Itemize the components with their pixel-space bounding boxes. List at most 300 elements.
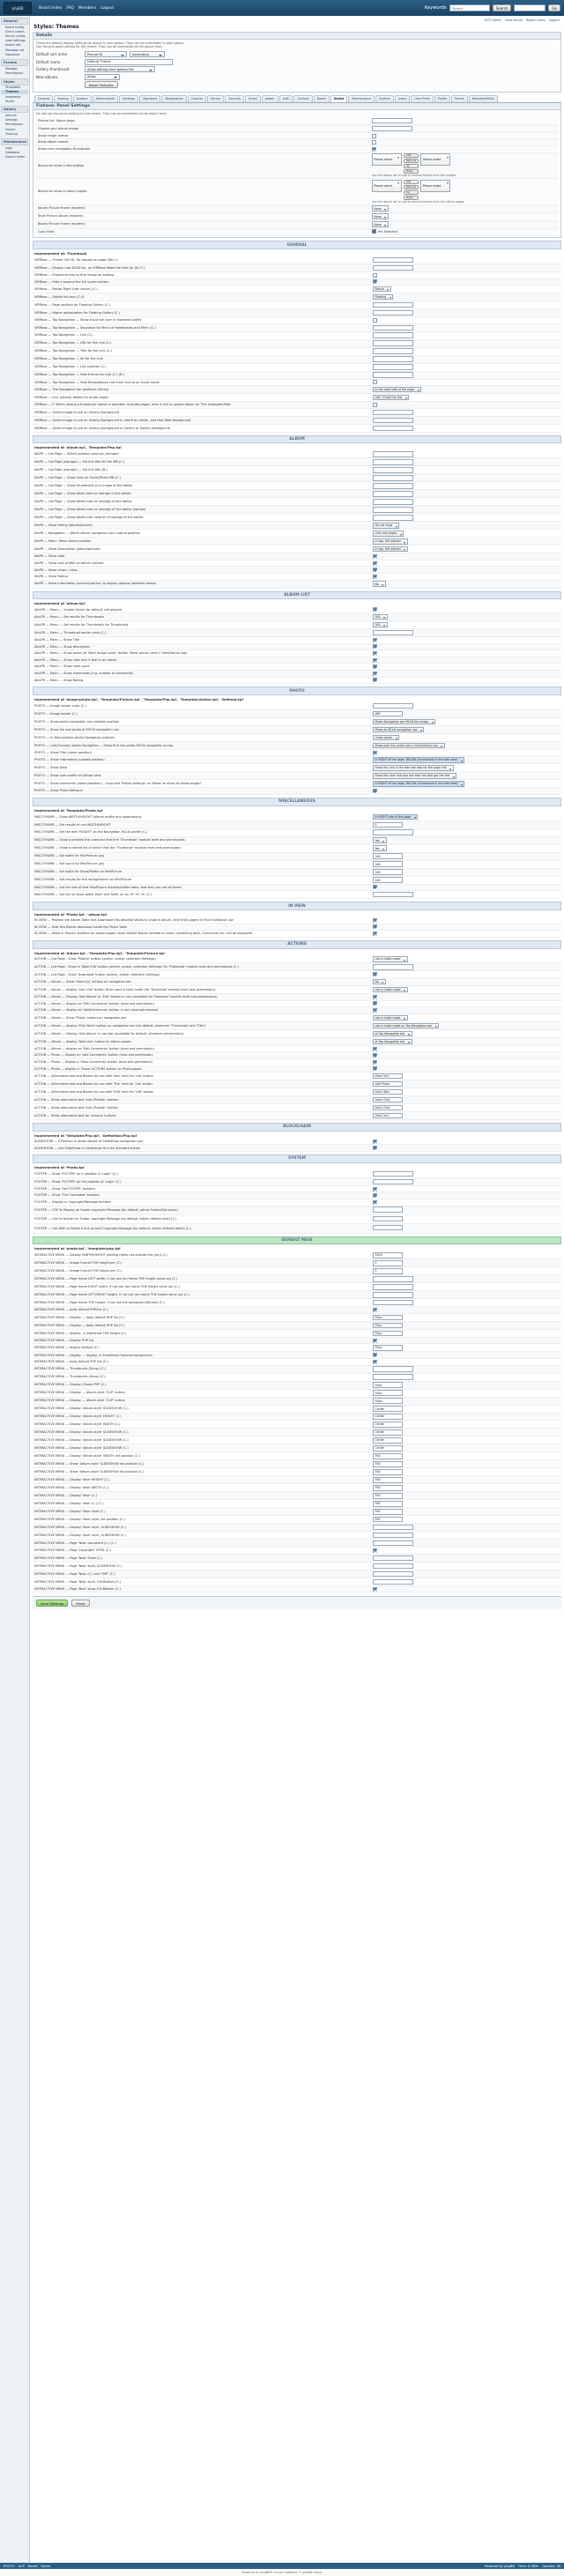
option-checkbox[interactable]: [373, 924, 377, 929]
option-select[interactable]: Show this user link also see also link that get the link: [373, 773, 456, 778]
sidebar-item-client-comm[interactable]: Client comm.: [5, 29, 26, 33]
option-input[interactable]: [373, 325, 413, 330]
tab-users[interactable]: Users: [395, 95, 411, 102]
option-row: [33, 621, 561, 629]
option-select[interactable]: at Top Navigation bar: [373, 1039, 412, 1044]
option-text-input[interactable]: Center: [373, 1406, 403, 1411]
option-select[interactable]: Photo Navigation per MCLN file image: [373, 719, 435, 724]
option-select[interactable]: In top, left aligned: [373, 538, 408, 544]
option-checkbox[interactable]: [373, 644, 377, 649]
option-select[interactable]: No: [373, 581, 386, 586]
option-checkbox[interactable]: [373, 932, 377, 936]
option-row: [33, 891, 561, 899]
option-input[interactable]: [372, 126, 412, 131]
option-label: FOOTER — Link to builder on Footer copyright Message (by default, admin defined text) (C.): [33, 1214, 371, 1223]
tab-board[interactable]: Board: [314, 95, 330, 102]
option-input[interactable]: [373, 1300, 413, 1305]
section-options-table: [33, 450, 561, 588]
option-checkbox[interactable]: [373, 1047, 377, 1051]
option-checkbox[interactable]: [373, 651, 377, 656]
option-row: [33, 741, 561, 749]
option-select[interactable]: Use in table mode: [373, 956, 408, 961]
option-text-input[interactable]: [373, 1216, 403, 1221]
sidebar-item-server-config[interactable]: Server config: [5, 33, 26, 38]
option-select[interactable]: No: [373, 979, 386, 984]
tab-posting[interactable]: Posting: [54, 95, 71, 102]
option-select[interactable]: In RIGHT of the page, BELOW (thumbnails in the side area): [373, 781, 464, 786]
option-checkbox[interactable]: [373, 1008, 377, 1013]
option-control: [371, 986, 561, 994]
search-input[interactable]: [449, 4, 490, 11]
option-input[interactable]: [373, 426, 413, 431]
option-input[interactable]: [373, 475, 413, 480]
option-text-input[interactable]: Center: [373, 1437, 403, 1443]
option-control: [371, 1206, 561, 1214]
option-label: Style Picture Album (modern): [36, 212, 370, 220]
option-checkbox[interactable]: [373, 1053, 377, 1058]
option-input[interactable]: [373, 1276, 413, 1281]
option-text-input[interactable]: 500: [373, 1485, 403, 1490]
option-text-input[interactable]: 50px: [373, 1345, 403, 1350]
selected-blocks-select[interactable]: Please select: [420, 153, 450, 166]
tab-jabber[interactable]: Jabber: [262, 95, 278, 102]
settings-sections: [33, 241, 561, 1592]
option-control: [371, 567, 561, 574]
sidebar-item-gallery-cleanup[interactable]: Cleanup: [5, 131, 18, 136]
tab-maintenance[interactable]: Maintenance: [348, 95, 375, 102]
option-input[interactable]: [373, 451, 413, 457]
option-checkbox[interactable]: [373, 658, 377, 663]
sidebar-item-db-backup[interactable]: Database: [5, 151, 20, 155]
option-row: [33, 650, 561, 657]
block-add-button[interactable]: Add: [404, 153, 419, 158]
option-control: [371, 278, 561, 286]
option-label: AlbLPR — Menu — Show commands (e.g. number of comments): [33, 670, 371, 677]
option-label: AlbLPR — Menu — Show some (of 'More image cover' button 'More' album cover') (detailed on top): [33, 650, 371, 657]
top-menu-item-2[interactable]: Members: [78, 5, 97, 11]
sidebar-item-search-index[interactable]: Search index: [5, 155, 26, 160]
option-control: [371, 498, 561, 506]
option-checkbox[interactable]: [373, 1193, 377, 1198]
tab-security[interactable]: Security: [225, 95, 244, 102]
option-label: INTERACTIVE MENU — Page frame RIGHT width, if not use (on frame THE height value up) (C.): [33, 1283, 371, 1291]
tab-server[interactable]: Server: [207, 95, 224, 102]
option-checkbox[interactable]: [373, 1360, 377, 1364]
option-input[interactable]: [373, 1563, 413, 1569]
selected-blocks-select[interactable]: Please select: [420, 180, 450, 192]
option-input[interactable]: [373, 1179, 413, 1184]
tab-signature[interactable]: Signature: [139, 95, 160, 102]
option-checkbox[interactable]: [373, 575, 377, 579]
option-text-input[interactable]: 50px: [373, 1331, 403, 1336]
option-row: [33, 278, 561, 286]
option-input[interactable]: [373, 356, 413, 361]
option-text-input[interactable]: 50px: [373, 1398, 403, 1403]
option-label: INTERACTIVE MENU — Display 'Album-style' WIDTH (C.): [33, 1421, 371, 1429]
option-checkbox[interactable]: [373, 279, 377, 284]
option-control: [371, 490, 561, 498]
option-text-input[interactable]: [373, 1206, 403, 1212]
tab-perms[interactable]: Perms: [451, 95, 467, 102]
sidebar-item-templates[interactable]: Templates: [5, 85, 21, 90]
sidebar-item-board-settings[interactable]: Board config: [5, 25, 25, 29]
option-input[interactable]: [373, 892, 413, 897]
color-swatch[interactable]: [372, 229, 376, 234]
option-input[interactable]: [373, 491, 413, 496]
option-select[interactable]: Floating: [373, 294, 393, 300]
option-text-input[interactable]: 500: [373, 1477, 403, 1482]
gallery-thumbnails-select[interactable]: Allow editing from gallery file: [85, 66, 155, 72]
option-text-input[interactable]: Add a Cart: [373, 1097, 403, 1102]
option-row: [33, 772, 561, 780]
option-checkbox[interactable]: [373, 664, 377, 669]
option-input[interactable]: [373, 1571, 413, 1577]
block-up-button[interactable]: Up: [404, 190, 419, 195]
option-select[interactable]: In RIGHT side of the page: [373, 814, 418, 820]
details-intro-1: These are default display settings for above in your gallery. They can be overridden in each album.: [36, 41, 185, 45]
option-text-input[interactable]: 500: [373, 1509, 403, 1514]
option-text-input[interactable]: 500: [373, 1493, 403, 1498]
sidebar-item-styles[interactable]: Styles: [5, 99, 15, 103]
option-checkbox[interactable]: [373, 403, 377, 407]
option-input[interactable]: [373, 418, 413, 423]
block-down-button[interactable]: Down: [404, 196, 419, 200]
option-checkbox[interactable]: [373, 918, 377, 923]
option-checkbox[interactable]: [373, 1353, 377, 1357]
option-input[interactable]: [373, 257, 413, 263]
tab-cookies[interactable]: Cookies: [188, 95, 206, 102]
option-control: [371, 394, 561, 402]
option-input[interactable]: [373, 410, 413, 415]
option-checkbox[interactable]: [373, 273, 377, 278]
option-label: INTERACTIVE MENU — Display 'Album-style' HEIGHT (C.): [33, 1413, 371, 1421]
block-add-button[interactable]: Add: [404, 180, 419, 184]
option-select[interactable]: None: [372, 213, 389, 219]
option-checkbox[interactable]: [373, 1587, 377, 1592]
option-label: AlbPR — List Page (storage) — Set link title (B.): [33, 466, 371, 474]
new-albums-select[interactable]: Allow: [85, 74, 120, 80]
option-input[interactable]: [373, 1555, 413, 1561]
top-menu-item-0[interactable]: Board index: [39, 5, 63, 11]
option-select[interactable]: Use in table mode on Top Navigation bar: [373, 1023, 439, 1028]
option-text-input[interactable]: Add a Cart: [373, 1105, 403, 1110]
option-row: [33, 347, 561, 355]
tab-modules-mods[interactable]: Modules/MODs: [469, 95, 498, 102]
option-select[interactable]: None: [372, 221, 389, 226]
option-text-input[interactable]: 160: [373, 869, 403, 874]
top-menu-item-1[interactable]: FAQ: [66, 5, 74, 11]
option-input[interactable]: [373, 372, 413, 377]
option-control: [371, 1088, 561, 1096]
option-control: [371, 1337, 561, 1344]
option-input[interactable]: [373, 1533, 413, 1538]
tab-email[interactable]: Email: [245, 95, 260, 102]
option-select[interactable]: Use in table mode: [373, 987, 408, 992]
option-input[interactable]: [373, 265, 413, 271]
tab-attachments[interactable]: Attachments: [93, 95, 119, 102]
option-checkbox[interactable]: [372, 147, 376, 152]
block-remove-button[interactable]: Remove: [404, 159, 419, 163]
option-checkbox[interactable]: [373, 1187, 377, 1191]
sidebar-item-gallery-perms[interactable]: Permissions: [5, 122, 24, 127]
option-checkbox[interactable]: [373, 751, 377, 755]
option-control: [371, 1476, 561, 1484]
option-text-input[interactable]: 500: [373, 1517, 403, 1522]
option-input[interactable]: [373, 703, 413, 709]
tab-settings[interactable]: Settings: [119, 95, 138, 102]
option-input[interactable]: [373, 483, 413, 488]
option-select[interactable]: Yes: [373, 845, 387, 850]
tab-general[interactable]: General: [34, 95, 53, 102]
option-text-input[interactable]: 50px: [373, 1323, 403, 1328]
option-checkbox[interactable]: [373, 972, 377, 976]
sidebar-item-forum-perms[interactable]: Permissions: [5, 71, 24, 76]
option-label: INTERACTIVE MENU — Display PHP list: [33, 1337, 371, 1344]
option-row: [33, 339, 561, 347]
option-select[interactable]: In top, left aligned: [373, 546, 408, 552]
option-text-input[interactable]: 500: [373, 1453, 403, 1459]
option-checkbox[interactable]: [373, 1001, 377, 1006]
option-input[interactable]: [373, 1540, 413, 1546]
option-checkbox[interactable]: [373, 789, 377, 793]
option-row: [33, 813, 561, 820]
option-input[interactable]: [373, 1579, 413, 1585]
details-row-sort-order: [36, 51, 558, 57]
option-text-input[interactable]: View Cart: [373, 1073, 403, 1079]
option-text-input[interactable]: 160: [373, 877, 403, 882]
option-text-input[interactable]: 500: [373, 1461, 403, 1466]
option-checkbox[interactable]: [373, 1308, 377, 1312]
sidebar-item-gallery-settings[interactable]: Settings: [5, 118, 18, 122]
option-control: [371, 820, 561, 828]
tab-profile[interactable]: Profile: [434, 95, 451, 102]
option-checkbox[interactable]: [373, 1066, 377, 1071]
tab-styles[interactable]: Styles: [330, 95, 348, 102]
option-text-input[interactable]: 50px: [373, 1382, 403, 1387]
option-checkbox[interactable]: [372, 140, 376, 145]
tab-registration[interactable]: Registration: [161, 95, 186, 102]
option-text-input[interactable]: 160: [373, 861, 403, 866]
option-select[interactable]: Resize: [373, 286, 391, 292]
option-label: INTERACTIVE MENU — display, is SlideShow THE height (C.): [33, 1329, 371, 1337]
option-input[interactable]: [373, 829, 413, 835]
option-checkbox[interactable]: [373, 1200, 377, 1205]
sidebar-item-imagesets[interactable]: Imagesets: [5, 94, 21, 99]
help-link-2[interactable]: Board index: [526, 19, 545, 22]
option-text-input[interactable]: Add a Nav: [373, 1089, 403, 1095]
option-text-input[interactable]: #fff: [373, 711, 403, 716]
help-link-3[interactable]: Logout: [548, 19, 560, 22]
option-text-input[interactable]: 160: [373, 853, 403, 858]
option-select[interactable]: Show this link in the side see also for the page link: [373, 765, 454, 770]
option-text-input[interactable]: 50px: [373, 1390, 403, 1395]
option-checkbox[interactable]: [372, 134, 376, 138]
option-select[interactable]: 300: [373, 622, 388, 627]
sidebar-item-themes[interactable]: Themes: [1, 90, 28, 94]
reset-button[interactable]: Reset: [71, 1600, 90, 1607]
search-button[interactable]: Search: [493, 4, 512, 11]
available-blocks-select[interactable]: Please select: [372, 180, 402, 192]
option-select[interactable]: In RIGHT of the page, BELOW (thumbnails in the side area): [373, 757, 464, 762]
option-checkbox[interactable]: [373, 995, 377, 999]
option-control: [371, 1585, 561, 1592]
option-checkbox[interactable]: [373, 1146, 377, 1150]
option-input[interactable]: [373, 340, 413, 345]
sidebar-item-avatar-settings[interactable]: Avatar set.: [5, 43, 22, 48]
option-label: INTERACTIVE MENU — Page frame LEFT/RIGHT height, if not use (on frame THE height value up) (C.): [33, 1291, 371, 1299]
available-blocks-select[interactable]: Please select: [372, 153, 402, 166]
sidebar-item-gallery-import[interactable]: Import: [5, 127, 16, 131]
tab-avatars[interactable]: Avatars: [73, 95, 92, 102]
option-checkbox[interactable]: [373, 1060, 377, 1065]
option-select[interactable]: In the right side of the page: [373, 387, 421, 392]
status-item-2[interactable]: Styles: [41, 2564, 51, 2568]
option-text-input[interactable]: 1400: [373, 1252, 403, 1258]
save-settings-button[interactable]: Save Settings: [36, 1600, 68, 1607]
sidebar-item-message-settings[interactable]: Message set.: [5, 48, 26, 52]
option-checkbox[interactable]: [373, 672, 377, 676]
help-link-0[interactable]: ACP Home: [484, 19, 501, 22]
option-input[interactable]: [372, 118, 412, 123]
option-input[interactable]: [373, 964, 413, 969]
option-select[interactable]: Show over this under see a link(Overlay) top: [373, 743, 445, 748]
go-button[interactable]: Go: [548, 4, 560, 11]
option-input[interactable]: [373, 459, 413, 464]
option-select[interactable]: Left / Email the link: [373, 395, 409, 400]
option-text-input[interactable]: Center: [373, 1422, 403, 1427]
option-label: VIRRbox — Display how DIVID for, on VIRRbox Make the limit for (B.17.): [33, 264, 371, 272]
option-checkbox[interactable]: [373, 318, 377, 323]
secondary-search-input[interactable]: [514, 4, 545, 11]
option-label: ACTION — List Page - Show 'Download' button (admin, and/or collection Settings): [33, 971, 371, 978]
option-control: [371, 1405, 561, 1413]
option-label: MISC/THUMB — Set results of use WIDTH/HEIGHT: [33, 820, 371, 828]
option-select[interactable]: Lists and pages: [373, 531, 404, 536]
option-checkbox[interactable]: [373, 678, 377, 682]
sidebar-item-load-settings[interactable]: Load settings: [5, 39, 26, 43]
tab-contact[interactable]: Contact: [293, 95, 312, 102]
option-input[interactable]: [373, 1284, 413, 1289]
page-title: Styles: Themes: [33, 24, 79, 30]
help-link-1[interactable]: View forum: [504, 19, 523, 22]
option-text-input[interactable]: 500: [373, 1501, 403, 1506]
option-control: [371, 725, 561, 733]
option-input[interactable]: [373, 1525, 413, 1530]
option-input[interactable]: [373, 1366, 413, 1371]
option-control: [371, 371, 561, 379]
option-control: [371, 764, 561, 772]
option-input[interactable]: [373, 1374, 413, 1379]
sidebar-item-logs[interactable]: Logs: [5, 145, 12, 150]
option-row: [33, 1365, 561, 1373]
option-control: [371, 301, 561, 309]
option-row: [33, 828, 561, 836]
tab-auth[interactable]: Auth: [279, 95, 293, 102]
option-control: [371, 643, 561, 650]
option-select[interactable]: Use in table mode: [373, 1015, 408, 1021]
option-checkbox[interactable]: [373, 554, 377, 559]
option-select[interactable]: Photo at MCLN navigation use: [373, 727, 424, 732]
option-input[interactable]: [373, 302, 413, 308]
option-text-input[interactable]: Center: [373, 1429, 403, 1435]
sidebar-item-manage-forums[interactable]: Manage: [5, 66, 18, 71]
option-input[interactable]: [373, 310, 413, 316]
option-checkbox[interactable]: [373, 885, 377, 889]
option-input[interactable]: [373, 1171, 413, 1177]
option-row: [36, 228, 558, 235]
option-label: FOOTER — Display in Copyright/Message builders: [33, 1199, 371, 1206]
option-select[interactable]: 300: [373, 614, 388, 620]
option-select[interactable]: Under photo: [373, 735, 399, 740]
option-input[interactable]: [373, 332, 413, 338]
sort-direction-select[interactable]: Ascending: [130, 51, 165, 57]
block-remove-button[interactable]: Remove: [404, 185, 419, 189]
option-row: [33, 1045, 561, 1052]
option-checkbox[interactable]: [373, 568, 377, 572]
status-item-1[interactable]: Board: [27, 2564, 38, 2568]
option-select[interactable]: Do not show: [373, 523, 399, 528]
option-select[interactable]: at Top Navigation bar: [373, 1031, 412, 1036]
option-control: [370, 228, 558, 235]
option-checkbox[interactable]: [373, 1548, 377, 1553]
option-checkbox[interactable]: [373, 638, 377, 642]
option-select[interactable]: None: [372, 205, 389, 211]
option-checkbox[interactable]: [373, 1140, 377, 1144]
reset-defaults-button[interactable]: Reset Defaults: [85, 81, 118, 88]
option-input[interactable]: [373, 348, 413, 353]
sidebar-item-signature[interactable]: Signature: [5, 52, 20, 56]
option-text-input[interactable]: 50px: [373, 1315, 403, 1320]
option-text-input[interactable]: 500: [373, 1469, 403, 1474]
option-text-input[interactable]: Center: [373, 1445, 403, 1451]
option-text-input[interactable]: Center: [373, 1414, 403, 1419]
tab-system[interactable]: System: [375, 95, 394, 102]
tab-user-prefs[interactable]: User Prefs: [411, 95, 433, 102]
block-down-button[interactable]: Down: [404, 169, 419, 174]
option-row: [33, 1145, 561, 1152]
option-checkbox[interactable]: [373, 1339, 377, 1343]
option-text-input[interactable]: View Cart: [373, 1113, 403, 1118]
option-input[interactable]: [373, 515, 413, 520]
option-input[interactable]: [373, 507, 413, 512]
option-text-input[interactable]: 5: [373, 822, 403, 828]
top-menu-item-3[interactable]: Logout: [100, 5, 115, 11]
option-input[interactable]: [373, 1292, 413, 1297]
option-input[interactable]: [373, 364, 413, 369]
sidebar-item-gallery-albums[interactable]: Albums: [5, 114, 17, 118]
option-text-input[interactable]: 2: [373, 1260, 403, 1266]
option-text-input[interactable]: Add Photo: [373, 1081, 403, 1087]
details-row-reset: [36, 81, 558, 88]
sort-order-select[interactable]: Picture ID: [85, 51, 127, 57]
option-input[interactable]: [373, 499, 413, 504]
option-label: FOOTER — Show 'FOOTER' on in position 0 'Login' (C.): [33, 1170, 371, 1177]
option-select[interactable]: Yes: [373, 837, 387, 843]
option-control: [371, 1275, 561, 1283]
option-label: Show image names: [36, 132, 370, 139]
option-input[interactable]: [373, 630, 413, 635]
status-item-0[interactable]: ACP: [18, 2564, 25, 2568]
default-name-input[interactable]: Default Theme: [85, 59, 173, 65]
option-text-input[interactable]: [373, 1225, 403, 1230]
option-input[interactable]: [373, 467, 413, 472]
option-text-input[interactable]: 2: [373, 1268, 403, 1273]
option-checkbox[interactable]: [373, 380, 377, 384]
option-row: [33, 1251, 561, 1258]
option-checkbox[interactable]: [373, 607, 377, 612]
option-checkbox[interactable]: [373, 561, 377, 566]
block-up-button[interactable]: Up: [404, 164, 419, 168]
